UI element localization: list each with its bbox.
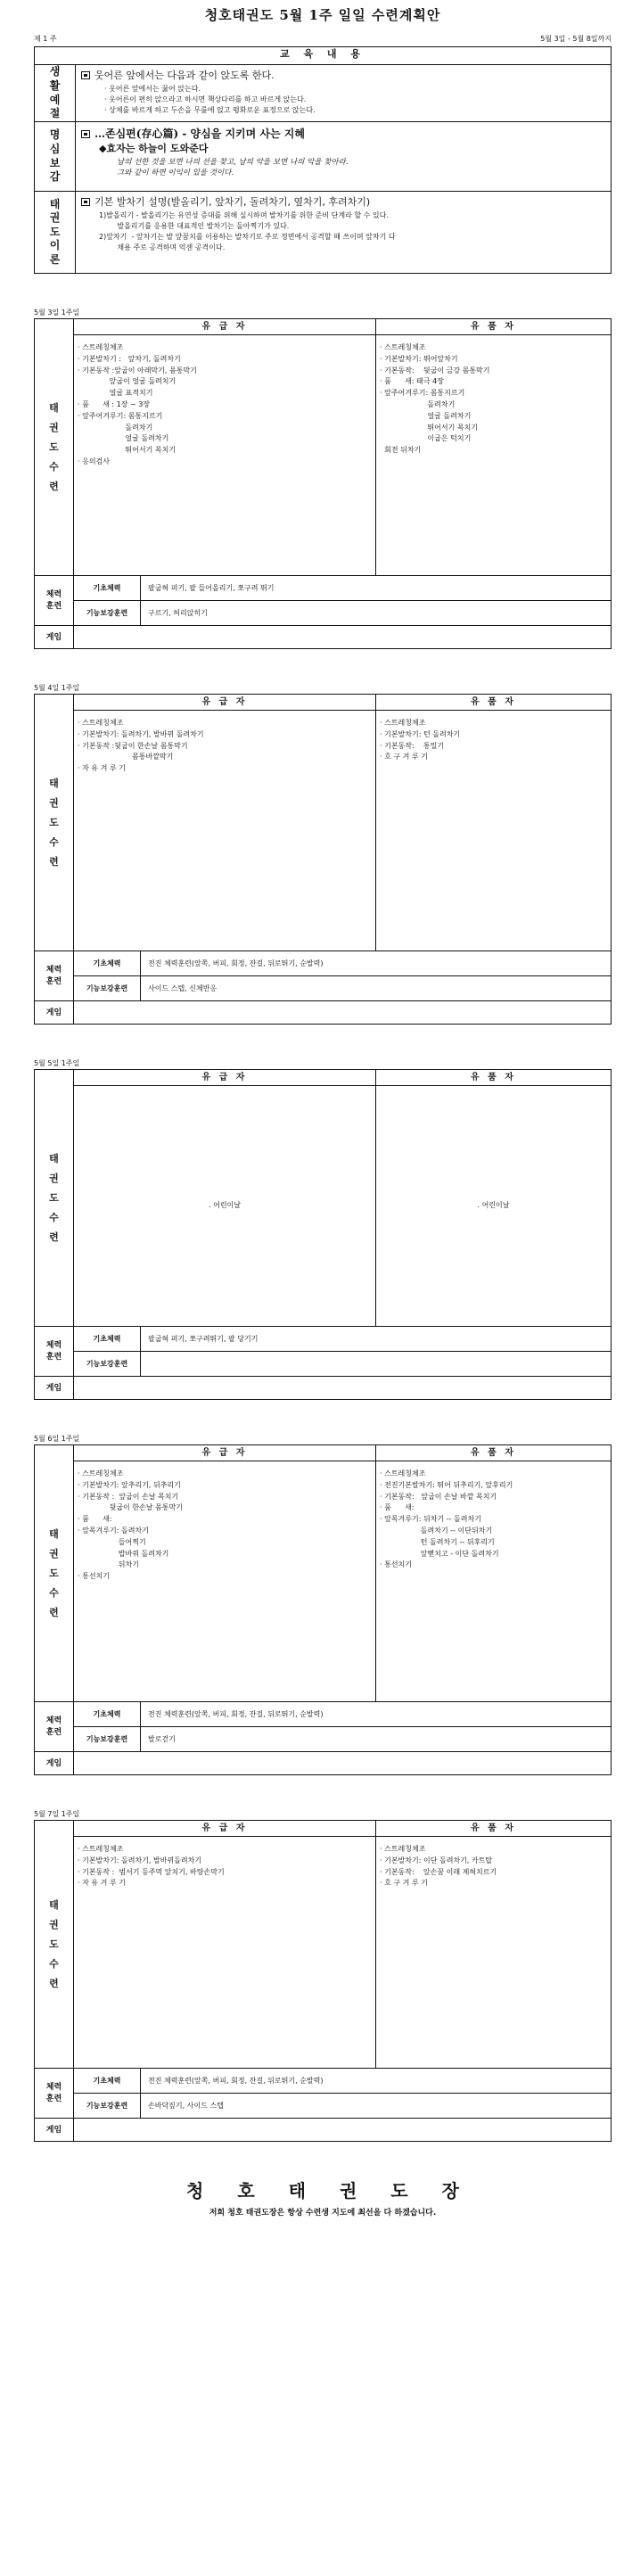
mindset-quote: 그와 같이 하면 이익이 있을 것이다. — [117, 169, 234, 178]
training-item: 뒤차기 — [78, 1560, 139, 1569]
training-side-label: 태 권 도 수 련 — [35, 319, 74, 576]
black-belt-header: 유 품 자 — [376, 1821, 612, 1837]
mindset-subheading: ◆효자는 하늘이 도와준다 — [99, 143, 209, 154]
fitness-agility-value: 손바닥짚기, 사이드 스텝 — [141, 2094, 612, 2119]
day-label: 5월 7일 1주일 — [34, 1810, 80, 1818]
training-item: · 앞주어겨루기: 몸통지르기 — [380, 389, 465, 398]
fitness-base-label: 기초체력 — [74, 576, 141, 601]
footer — [34, 2177, 612, 2220]
training-item: · 기본동작 : 앞굽이 손날 목치기 — [78, 1492, 179, 1501]
fitness-side-label: 체력 훈련 — [35, 1327, 74, 1377]
manners-line: · 상체를 바르게 하고 두손을 무릎에 얹고 평화로운 표정으로 앉는다. — [104, 105, 316, 114]
fitness-agility-label: 기능보강훈련 — [74, 1352, 141, 1377]
game-value — [74, 1752, 612, 1775]
training-item: 뛰어서기 목치기 — [78, 446, 177, 455]
training-item: · 호 구 겨 루 기 — [380, 753, 428, 761]
training-side-label: 태 권 도 수 련 — [35, 1070, 74, 1327]
training-item: 회전 뒤차기 — [380, 446, 422, 455]
theory-line: 채용 주로 공격하며 억센 공격이다. — [99, 243, 226, 251]
training-item: · 기본동작: 뒷굽이 금강 몸통막기 — [380, 366, 490, 374]
beginner-header: 유 급 자 — [74, 1445, 376, 1461]
day-label: 5월 6일 1주일 — [34, 1435, 80, 1443]
training-side-label: 태 권 도 수 련 — [35, 1821, 74, 2069]
black-belt-content — [376, 335, 612, 576]
training-item: 앞굽이 얼굴 돌려치기 — [78, 377, 177, 386]
day-plan-table — [34, 1069, 612, 1400]
beginner-content — [74, 335, 376, 576]
checkbox-icon — [81, 71, 90, 79]
game-side-label: 게임 — [35, 1001, 74, 1025]
section-label-manners: 생 활 예 절 — [35, 65, 76, 122]
beginner-header: 유 급 자 — [74, 1070, 376, 1086]
mindset-content — [76, 122, 612, 192]
training-item: 뛰어서기 목치기 — [380, 423, 479, 432]
training-item: · 자 유 겨 루 기 — [78, 764, 126, 773]
fitness-agility-value: 구르기, 허리앉히기 — [141, 601, 612, 626]
training-side-label: 태 권 도 수 련 — [35, 1445, 74, 1702]
day-label: 5월 5일 1주일 — [34, 1059, 80, 1067]
training-item: · 앞목겨루기: 뒤차기 -- 돌려차기 — [380, 1515, 481, 1524]
training-item: · 앞목겨루기: 돌려차기 — [78, 1526, 149, 1535]
day-plan-table — [34, 1820, 612, 2142]
training-item: 얼굴 표적치기 — [78, 389, 153, 398]
fitness-side-label: 체력 훈련 — [35, 951, 74, 1001]
checkbox-icon — [81, 198, 90, 206]
training-item: · 기본동작 :뒷굽이 한손날 몸통막기 — [78, 741, 188, 750]
day-plan-table — [34, 318, 612, 649]
week-number: 제 1 주 — [34, 35, 57, 43]
beginner-header: 유 급 자 — [74, 1821, 376, 1837]
fitness-base-value: 전진 체력훈련(앞쪽, 버피, 회정, 잔걸, 뒤로뛰기, 순발력) — [141, 1702, 612, 1727]
mindset-heading-suffix: ) - 양심을 지키며 사는 지혜 — [173, 128, 305, 140]
manners-heading: 웃어른 앞에서는 다음과 같이 앉도록 한다. — [94, 70, 275, 81]
training-item: · 스트레칭체조 — [380, 343, 426, 351]
training-item: 들어찍기 — [78, 1537, 146, 1546]
training-item: · 기본발차기 : 앞차기, 돌려차기 — [78, 354, 181, 363]
black-belt-content — [376, 1837, 612, 2069]
fitness-agility-label: 기능보강훈련 — [74, 1727, 141, 1752]
daily-plans — [34, 308, 612, 2142]
training-item: 뒷굽이 한손날 몸통막기 — [78, 1503, 183, 1512]
game-value — [74, 626, 612, 649]
fitness-side-label: 체력 훈련 — [35, 2069, 74, 2119]
theory-line: 2)앞차기 - 앞차기는 발 앞꿈치를 이용하는 발차기로 주로 정면에서 공격할 때 쓰이며 앞차기 다 — [99, 232, 396, 241]
fitness-side-label: 체력 훈련 — [35, 1702, 74, 1752]
training-item: 이굽은 턱치기 — [380, 434, 472, 443]
training-item: · 기본동작: 앞굽이 손날 바깥 목치기 — [380, 1492, 497, 1501]
training-item: 턴 돌려차기 -- 뒤후리기 — [380, 1537, 495, 1546]
training-item: · 기본발차기: 앞추리기, 뒤추리기 — [78, 1480, 181, 1489]
training-item: · 기본발차기: 뛰어앞차기 — [380, 354, 458, 363]
training-side-label: 태 권 도 수 련 — [35, 695, 74, 951]
training-item: 밥바꿔 돌려차기 — [78, 1549, 169, 1558]
beginner-content — [74, 711, 376, 951]
fitness-agility-label: 기능보강훈련 — [74, 601, 141, 626]
game-side-label: 게임 — [35, 1752, 74, 1775]
beginner-header: 유 급 자 — [74, 695, 376, 711]
checkbox-icon — [81, 130, 90, 138]
training-item: · 기본동작 : 범서기 등주먹 앞치기, 바탕손막기 — [78, 1867, 225, 1876]
fitness-base-label: 기초체력 — [74, 2069, 141, 2094]
theory-line: 발올리기를 응용한 대표적인 발차기는 돌아찍기가 있다. — [99, 221, 290, 230]
training-item: · 스트레칭체조 — [380, 719, 426, 727]
holiday-note: . 어린이날 — [477, 1201, 510, 1210]
training-item: 얼굴 돌려차기 — [78, 434, 169, 443]
mindset-quote: 남의 선한 것을 보면 나의 선을 찾고, 남의 악을 보면 나의 악을 찾아라. — [117, 157, 349, 167]
training-item: 몸통바깥막기 — [78, 753, 174, 761]
black-belt-content — [376, 711, 612, 951]
training-item: · 품 새: — [380, 1503, 415, 1512]
training-item: · 스트레칭체조 — [78, 719, 124, 727]
fitness-agility-value — [141, 1352, 612, 1377]
fitness-agility-label: 기능보강훈련 — [74, 976, 141, 1001]
mindset-heading-cjk: 存心篇 — [141, 128, 174, 140]
game-value — [74, 2119, 612, 2142]
black-belt-header: 유 품 자 — [376, 319, 612, 335]
training-item: · 응의검사 — [78, 457, 110, 465]
game-side-label: 게임 — [35, 2119, 74, 2142]
training-item: · 통선치기 — [78, 1572, 110, 1581]
date-range: 5월 3일 - 5월 8일까지 — [540, 35, 612, 43]
training-item: 돌려차기 — [78, 423, 153, 432]
training-item: 돌려차기 — [380, 399, 456, 408]
training-item: · 품 새: 태극 4장 — [380, 377, 444, 386]
training-item: · 기본발차기: 이단 돌려차기, 카트탑 — [380, 1856, 493, 1864]
fitness-side-label: 체력 훈련 — [35, 576, 74, 626]
black-belt-header: 유 품 자 — [376, 1445, 612, 1461]
day-plan-table — [34, 694, 612, 1025]
game-side-label: 게임 — [35, 626, 74, 649]
beginner-content — [74, 1086, 376, 1327]
training-item: · 스트레칭체조 — [78, 1845, 124, 1853]
fitness-base-label: 기초체력 — [74, 1702, 141, 1727]
black-belt-header: 유 품 자 — [376, 1070, 612, 1086]
training-item: 돌려차기 -- 이단뒤차기 — [380, 1526, 493, 1535]
black-belt-header: 유 품 자 — [376, 695, 612, 711]
game-value — [74, 1377, 612, 1400]
beginner-header: 유 급 자 — [74, 319, 376, 335]
game-side-label: 게임 — [35, 1377, 74, 1400]
dojang-name: 청호태권도장 — [186, 2180, 493, 2202]
education-header: 교 육 내 용 — [35, 47, 612, 65]
day-plan-table — [34, 1444, 612, 1775]
theory-content — [76, 192, 612, 274]
beginner-content — [74, 1837, 376, 2069]
page-title: 청호태권도 5월 1주 일일 수련계획안 — [204, 7, 441, 23]
fitness-base-label: 기초체력 — [74, 951, 141, 976]
manners-content — [76, 65, 612, 122]
theory-line: 1)발올리기 - 발올리기는 유연성 증대를 위해 실시하며 발차기를 위한 준비 단계라 할 수 있다. — [99, 210, 389, 219]
training-item: · 스트레칭체조 — [380, 1469, 426, 1477]
black-belt-content — [376, 1461, 612, 1702]
theory-heading: 기본 발차기 설명(발올리기, 앞차기, 돌려차기, 옆차기, 후려차기) — [94, 196, 371, 208]
education-table — [34, 46, 612, 274]
fitness-base-value: 팔굽혀 펴기, 팔 들어올리기, 쪼구려 뛰기 — [141, 576, 612, 601]
training-item: · 기본발차기: 돌려차기, 발바뀌 돌려차기 — [78, 729, 204, 738]
section-label-theory: 태 권 도 이 론 — [35, 192, 76, 274]
week-info — [34, 34, 612, 46]
training-item: 앞뻗치고 - 이단 돌려차기 — [380, 1549, 499, 1558]
training-item: · 전진기본발차기: 뛰어 뒤추리기, 앞후리기 — [380, 1480, 513, 1489]
fitness-base-value: 전진 체력훈련(앞쪽, 버피, 회정, 잔걸, 뒤로뛰기, 순발력) — [141, 951, 612, 976]
training-item: · 품 새 : 1장 ~ 3장 — [78, 399, 151, 408]
day-label: 5월 4일 1주일 — [34, 684, 80, 692]
mindset-heading-prefix: …존심편( — [94, 128, 142, 140]
training-item: · 품 새: — [78, 1515, 112, 1524]
training-item: · 스트레칭체조 — [380, 1845, 426, 1853]
black-belt-content — [376, 1086, 612, 1327]
training-item: · 호 구 겨 루 기 — [380, 1879, 428, 1888]
fitness-agility-label: 기능보강훈련 — [74, 2094, 141, 2119]
beginner-content — [74, 1461, 376, 1702]
training-item: · 자 유 겨 루 기 — [78, 1879, 126, 1888]
dojang-motto: 저희 청호 태권도장은 항상 수련생 지도에 최선을 다 하겠습니다. — [209, 2209, 437, 2218]
fitness-base-value: 전진 체력훈련(앞쪽, 버피, 회정, 잔걸, 뒤로뛰기, 순발력) — [141, 2069, 612, 2094]
fitness-base-label: 기초체력 — [74, 1327, 141, 1352]
fitness-base-value: 팔굽혀 펴기, 쪼구려뛰기, 팔 당기기 — [141, 1327, 612, 1352]
training-item: · 기본발차기: 턴 돌려차기 — [380, 729, 461, 738]
training-item: · 기본동작: 통밀기 — [380, 741, 445, 750]
game-value — [74, 1001, 612, 1025]
training-item: · 앞주어겨루기: 몸통지르기 — [78, 411, 163, 420]
manners-line: · 웃어른 앞에서는 꿇어 앉는다. — [104, 84, 201, 93]
section-label-mindset: 명 심 보 감 — [35, 122, 76, 192]
day-label: 5월 3일 1주일 — [34, 309, 80, 317]
fitness-agility-value: 사이드 스텝, 신체반응 — [141, 976, 612, 1001]
manners-line: · 웃어른이 편히 앉으라고 하시면 책상다리를 하고 바르게 앉는다. — [104, 95, 307, 103]
holiday-note: . 어린이날 — [209, 1201, 241, 1210]
training-item: · 기본발차기: 돌려차기, 발바뀌돌려차기 — [78, 1856, 202, 1864]
training-item: · 스트레칭체조 — [78, 343, 124, 351]
training-item: · 기본동작: 앞손꿈 이래 제혀치르기 — [380, 1867, 497, 1876]
training-item: 얼굴 돌려차기 — [380, 411, 472, 420]
training-item: · 스트레칭체조 — [78, 1469, 124, 1477]
training-item: · 기본동작 :앞굽이 아래막기, 몸통막기 — [78, 366, 197, 374]
fitness-agility-value: 발로걷기 — [141, 1727, 612, 1752]
training-item: · 통선치기 — [380, 1560, 412, 1569]
